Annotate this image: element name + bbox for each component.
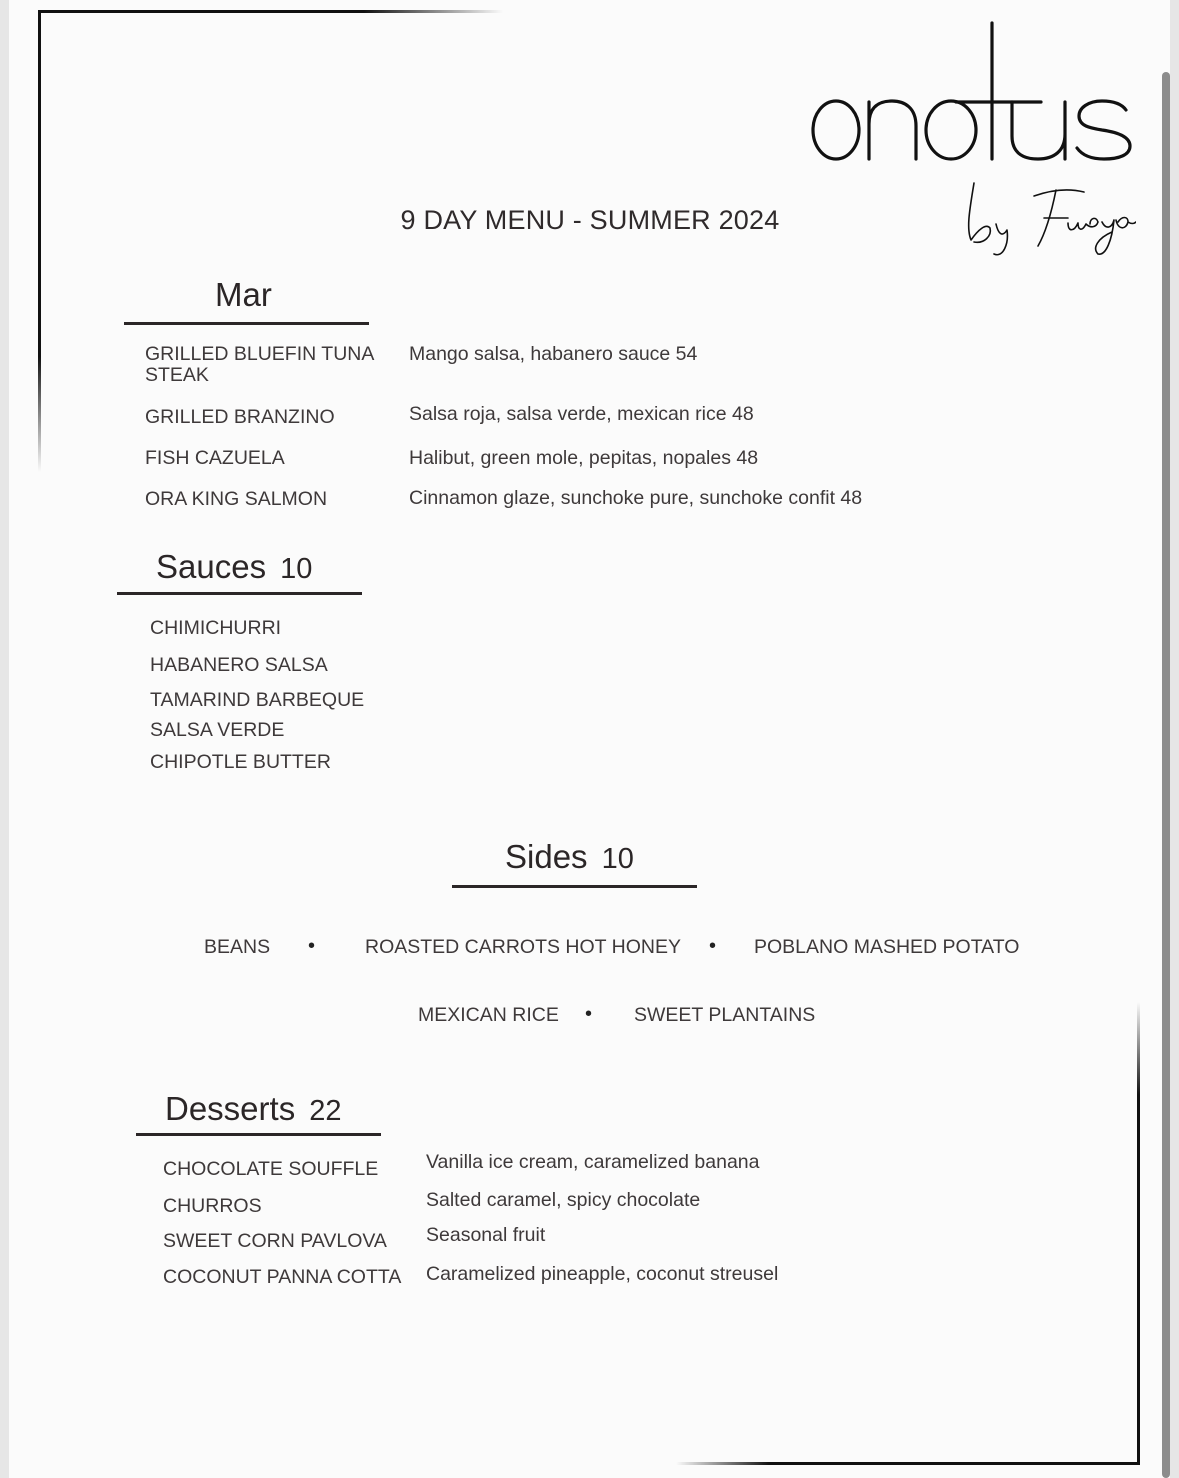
- sauce-item: CHIPOTLE BUTTER: [150, 751, 331, 773]
- frame-top-line: [38, 10, 503, 13]
- dish-description: Halibut, green mole, pepitas, nopales 48: [409, 447, 759, 469]
- side-item: MEXICAN RICE: [418, 1004, 559, 1026]
- section-title: Mar: [215, 276, 272, 313]
- bullet-separator: •: [585, 1003, 593, 1025]
- frame-right-line: [1137, 1002, 1140, 1465]
- dish-description: Cinnamon glaze, sunchoke pure, sunchoke confit 48: [409, 487, 863, 509]
- sauce-item: HABANERO SALSA: [150, 654, 328, 676]
- ondas-logo: [806, 18, 1136, 263]
- dish-name: GRILLED BRANZINO: [145, 406, 335, 428]
- dessert-description: Vanilla ice cream, caramelized banana: [426, 1151, 760, 1173]
- section-price: 10: [280, 553, 313, 585]
- page-title: 9 DAY MENU - SUMMER 2024: [400, 205, 780, 235]
- frame-bottom-line: [676, 1462, 1140, 1465]
- scrollbar[interactable]: [1162, 72, 1170, 1478]
- side-item: BEANS: [204, 936, 271, 958]
- section-underline: [124, 322, 369, 325]
- dish-description: Mango salsa, habanero sauce 54: [409, 343, 698, 365]
- dessert-name: COCONUT PANNA COTTA: [163, 1266, 402, 1288]
- section-price: 22: [309, 1095, 342, 1127]
- sauce-item: CHIMICHURRI: [150, 617, 282, 639]
- dessert-name: SWEET CORN PAVLOVA: [163, 1230, 387, 1252]
- dessert-description: Seasonal fruit: [426, 1224, 546, 1246]
- frame-left-line: [38, 10, 41, 472]
- section-underline: [117, 592, 362, 595]
- section-price: 10: [601, 843, 634, 875]
- section-heading-sides: [505, 838, 634, 876]
- section-heading-desserts: [165, 1090, 341, 1128]
- dish-name: GRILLED BLUEFIN TUNA STEAK: [145, 343, 374, 386]
- sauce-item: SALSA VERDE: [150, 719, 285, 741]
- dish-name: FISH CAZUELA: [145, 447, 285, 469]
- section-underline: [136, 1133, 381, 1136]
- bullet-separator: •: [709, 935, 717, 957]
- side-item: POBLANO MASHED POTATO: [754, 936, 1020, 958]
- section-title: Sauces: [156, 548, 267, 585]
- dish-description: Salsa roja, salsa verde, mexican rice 48: [409, 403, 754, 425]
- section-title: Sides: [505, 838, 588, 875]
- dessert-name: CHURROS: [163, 1195, 262, 1217]
- section-heading-sauces: [156, 548, 312, 586]
- side-item: SWEET PLANTAINS: [634, 1004, 816, 1026]
- section-heading-mar: [215, 276, 272, 314]
- section-title: Desserts: [165, 1090, 296, 1127]
- side-item: ROASTED CARROTS HOT HONEY: [365, 936, 682, 958]
- dish-name: ORA KING SALMON: [145, 488, 328, 510]
- section-underline: [452, 885, 697, 888]
- sauce-item: TAMARIND BARBEQUE: [150, 689, 365, 711]
- dessert-description: Caramelized pineapple, coconut streusel: [426, 1263, 779, 1285]
- dessert-description: Salted caramel, spicy chocolate: [426, 1189, 701, 1211]
- bullet-separator: •: [308, 935, 316, 957]
- dessert-name: CHOCOLATE SOUFFLE: [163, 1158, 379, 1180]
